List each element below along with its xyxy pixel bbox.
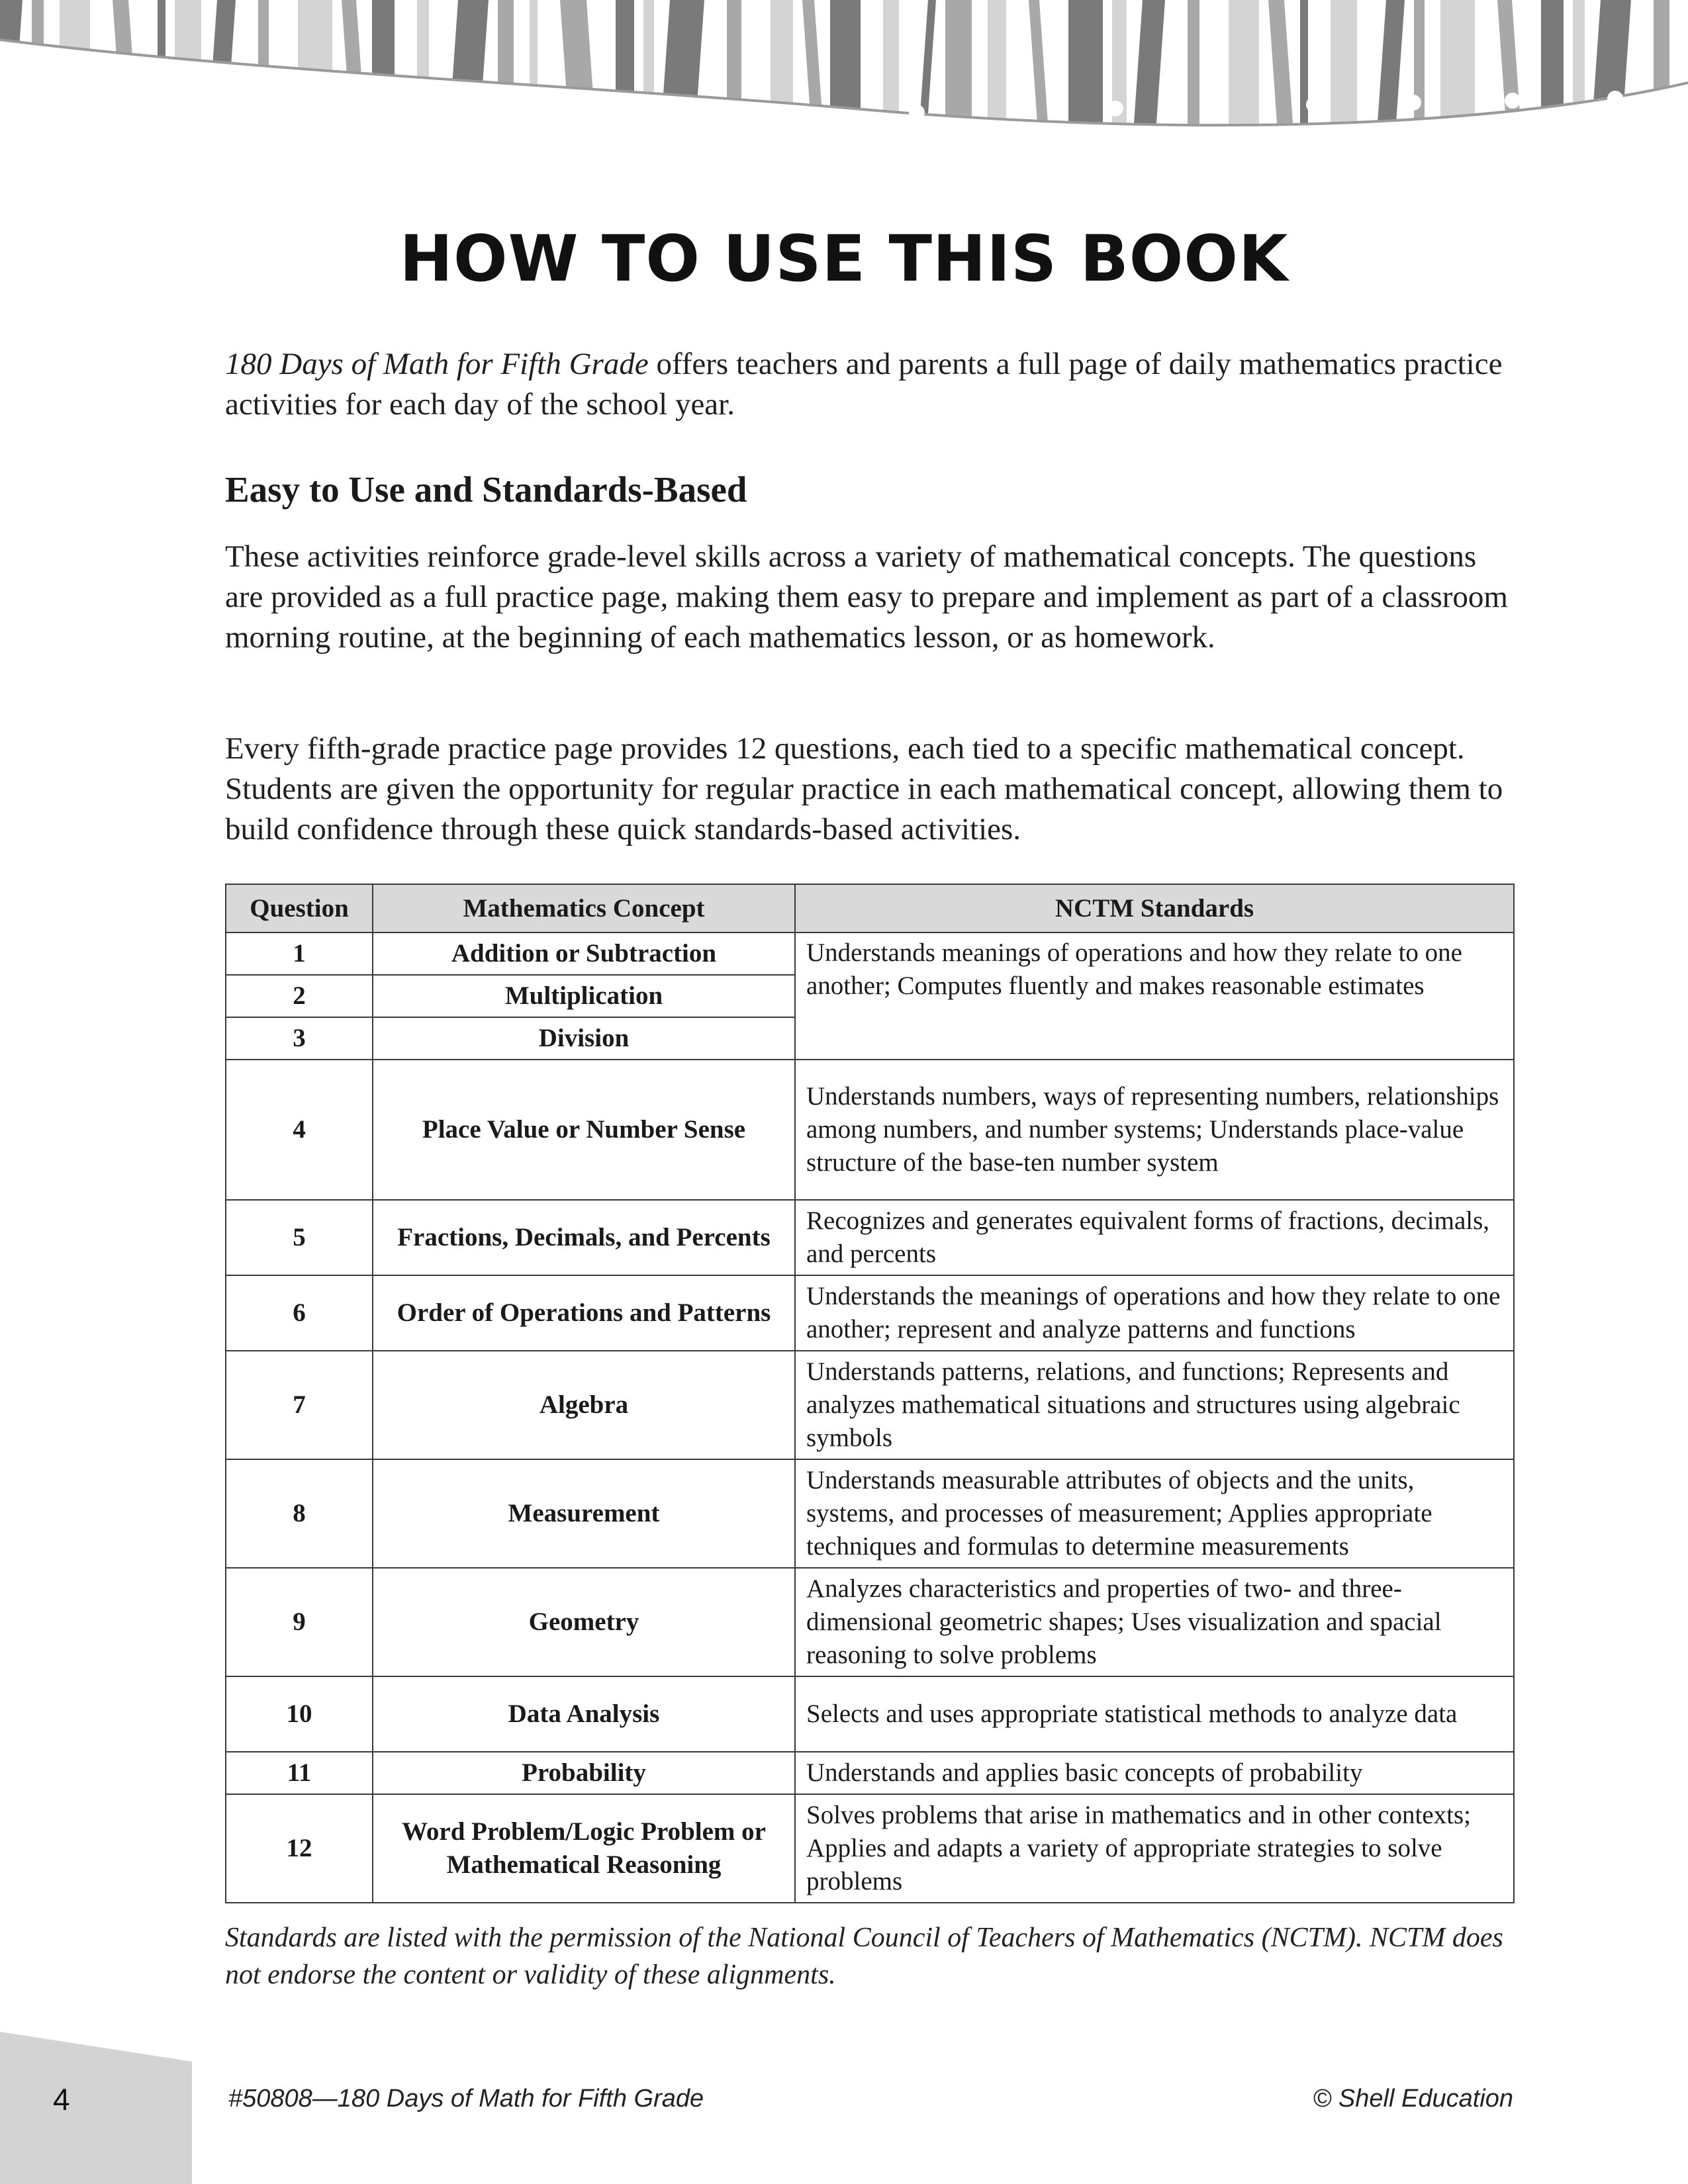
- math-concept: Geometry: [373, 1568, 795, 1676]
- question-number: 3: [226, 1017, 373, 1060]
- question-number: 4: [226, 1060, 373, 1200]
- intro-text: offers teachers and parents a full page of daily mathematics practice activities for each day of the school year.: [225, 347, 1503, 422]
- question-number: 6: [226, 1275, 373, 1351]
- nctm-standard: Understands and applies basic concepts of probability: [795, 1752, 1514, 1794]
- table-row: [226, 933, 1514, 975]
- page-number: 4: [53, 2082, 70, 2116]
- math-concept: Data Analysis: [373, 1676, 795, 1752]
- standards-table: [225, 884, 1515, 1903]
- table-row: [226, 1060, 1514, 1200]
- math-concept: Probability: [373, 1752, 795, 1794]
- nctm-standard: Understands numbers, ways of representing numbers, relationships among numbers, and number systems; Understands place-value structure of the base-ten number system: [795, 1060, 1514, 1200]
- footer-book-reference: #50808—180 Days of Math for Fifth Grade: [228, 2085, 704, 2113]
- page-tab-decoration: [0, 2032, 192, 2184]
- question-number: 2: [226, 975, 373, 1017]
- footer-copyright: © Shell Education: [1313, 2085, 1513, 2113]
- nctm-standard: Selects and uses appropriate statistical methods to analyze data: [795, 1676, 1514, 1752]
- math-concept: Multiplication: [373, 975, 795, 1017]
- math-concept: Algebra: [373, 1351, 795, 1459]
- question-number: 1: [226, 933, 373, 975]
- table-row: [226, 1275, 1514, 1351]
- table-row: [226, 1568, 1514, 1676]
- math-concept: Word Problem/Logic Problem or Mathematical Reasoning: [373, 1794, 795, 1903]
- math-concept: Fractions, Decimals, and Percents: [373, 1200, 795, 1275]
- nctm-standard: Understands the meanings of operations and how they relate to one another; represent and analyze patterns and functions: [795, 1275, 1514, 1351]
- section-paragraph-2: Every fifth-grade practice page provides 12 questions, each tied to a specific mathematical concept. Students are given the opportunity for regular practice in each mathematical concept, allowing them to build confidence through these quick standards-based activities.: [225, 731, 1503, 846]
- nctm-standard: Understands patterns, relations, and functions; Represents and analyzes mathematical situations and structures using algebraic symbols: [795, 1351, 1514, 1459]
- nctm-standard: Understands meanings of operations and how they relate to one another; Computes fluently and makes reasonable estimates: [795, 933, 1514, 1060]
- header-stripes-decoration: [0, 0, 1688, 159]
- question-number: 7: [226, 1351, 373, 1459]
- nctm-standard: Solves problems that arise in mathematics and in other contexts; Applies and adapts a variety of appropriate strategies to solve problems: [795, 1794, 1514, 1903]
- question-number: 5: [226, 1200, 373, 1275]
- page-title: HOW TO USE THIS BOOK: [399, 222, 1289, 296]
- nctm-standard: Analyzes characteristics and properties of two- and three-dimensional geometric shapes; Uses visualization and spacial reasoning to solve problems: [795, 1568, 1514, 1676]
- table-row: [226, 1200, 1514, 1275]
- question-number: 9: [226, 1568, 373, 1676]
- nctm-standard: Recognizes and generates equivalent forms of fractions, decimals, and percents: [795, 1200, 1514, 1275]
- table-row: [226, 1676, 1514, 1752]
- column-header-question: Question: [226, 884, 373, 933]
- question-number: 8: [226, 1459, 373, 1568]
- section-heading: Easy to Use and Standards-Based: [225, 469, 747, 510]
- math-concept: Division: [373, 1017, 795, 1060]
- nctm-standard: Understands measurable attributes of objects and the units, systems, and processes of measurement; Applies appropriate techniques and formulas to determine measurements: [795, 1459, 1514, 1568]
- table-header-row: [226, 884, 1514, 933]
- section-paragraph-1: These activities reinforce grade-level skills across a variety of mathematical concepts. The questions are provided as a full practice page, making them easy to prepare and implement as part of a classroom morning routine, at the beginning of each mathematics lesson, or as homework.: [225, 539, 1508, 655]
- math-concept: Addition or Subtraction: [373, 933, 795, 975]
- intro-paragraph: [225, 344, 1513, 425]
- math-concept: Measurement: [373, 1459, 795, 1568]
- column-header-standards: NCTM Standards: [795, 884, 1514, 933]
- table-row: [226, 1794, 1514, 1903]
- table-row: [226, 1752, 1514, 1794]
- question-number: 12: [226, 1794, 373, 1903]
- column-header-concept: Mathematics Concept: [373, 884, 795, 933]
- book-title: 180 Days of Math for Fifth Grade: [225, 347, 649, 381]
- standards-footnote: Standards are listed with the permission of the National Council of Teachers of Mathematics (NCTM). NCTM does not endorse the content or validity of these alignments.: [225, 1923, 1503, 1990]
- math-concept: Place Value or Number Sense: [373, 1060, 795, 1200]
- table-row: [226, 1459, 1514, 1568]
- question-number: 11: [226, 1752, 373, 1794]
- math-concept: Order of Operations and Patterns: [373, 1275, 795, 1351]
- table-row: [226, 1351, 1514, 1459]
- question-number: 10: [226, 1676, 373, 1752]
